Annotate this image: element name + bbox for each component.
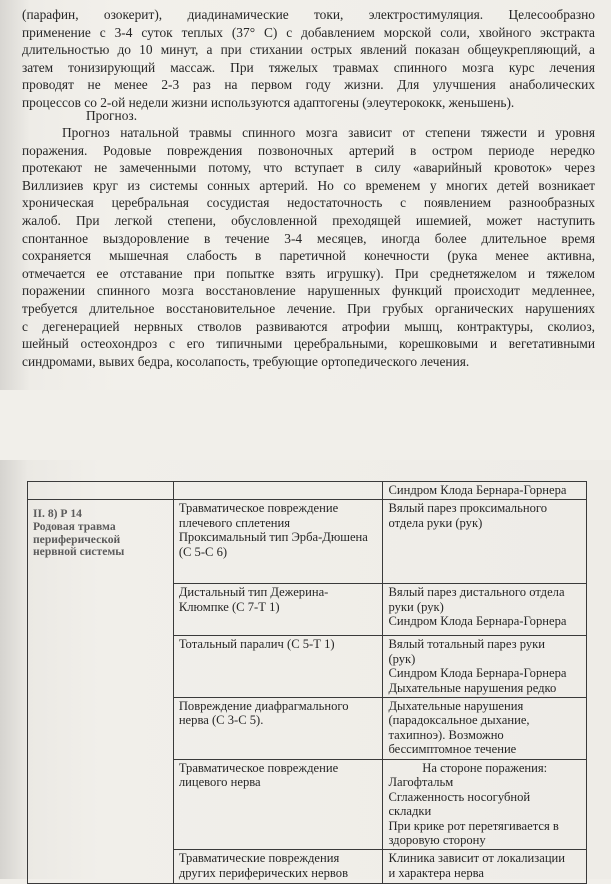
sign-text: бессимптомное течение	[388, 742, 517, 757]
sign-text: тахипноэ). Возможно	[388, 727, 504, 742]
sign-text: Дыхательные нарушения редко	[388, 680, 557, 695]
table-body	[27, 481, 587, 884]
sign-text: складки	[388, 804, 432, 819]
text-line: отмечается ее отставание при попытке взять игрушку). При среднетяжелом и тяжелом	[22, 265, 595, 281]
form-text: других периферических нервов	[178, 865, 349, 880]
sign-text: Дыхательные нарушения	[388, 699, 524, 714]
sign-text: Синдром Клода Бернара-Горнера	[388, 483, 567, 497]
form-cell	[173, 636, 383, 698]
diagnosis-name-line: Родовая травма	[33, 520, 116, 533]
table-cell	[173, 482, 383, 500]
table-cell	[383, 482, 587, 500]
form-text: Повреждение диафрагмального	[178, 699, 349, 714]
form-cell	[173, 500, 383, 584]
sign-text: Вялый тотальный парез руки	[388, 637, 545, 652]
table-row	[28, 482, 587, 500]
signs-cell	[383, 698, 587, 760]
text-line: проводят не менее 2-3 раз на первом году жизни. Для улучшения анаболических	[22, 77, 595, 93]
form-text: Проксимальный тип Эрба-Дюшена	[178, 530, 368, 545]
text-line: протекают не замеченными потому, что вступает в силу «аварийный кровоток» через	[22, 160, 595, 176]
signs-cell	[383, 500, 587, 584]
form-text: Дистальный тип Дежерина-	[178, 585, 329, 600]
text-line: применение с 3-4 суток теплых (37° С) с добавлением морской соли, хвойного экстракта	[22, 24, 595, 40]
form-text: лицевого нерва	[178, 775, 261, 790]
text-line: синдромами, вывих бедра, косолапость, требующие ортопедического лечения.	[22, 353, 470, 369]
text-line: хроническая церебральная сосудистая недостаточность с появлением разнообразных	[22, 195, 595, 211]
text-line: Виллизиев круг из системы сонных артерий. Но со временем у многих детей возникает	[22, 177, 595, 193]
form-text: Травматическое повреждение	[178, 761, 339, 776]
text-line: процессов со 2-ой недели жизни используются адаптогены (элеутерококк, женьшень).	[22, 94, 515, 110]
form-text: Клюмпке (С 7-Т 1)	[178, 599, 280, 614]
form-text: Тотальный паралич (С 5-Т 1)	[178, 637, 335, 652]
sign-text: отдела руки (рук)	[388, 515, 483, 530]
prognosis-heading: Прогноз.	[86, 108, 138, 123]
sign-text: Вялый парез дистального отдела	[388, 585, 565, 600]
form-cell	[173, 584, 383, 636]
text-line: поражении спинного мозга восстановление нарушенных функций происходит медленнее,	[22, 283, 595, 299]
sign-text: Синдром Клода Бернара-Горнера	[388, 614, 567, 629]
text-line: с дегенерацией нервных стволов развиваются атрофии мышц, контрактуры, сколиоз,	[22, 318, 595, 334]
text-line: сохраняется мышечная слабость в паретичной конечности (рука менее активна,	[22, 248, 595, 264]
table-row	[28, 500, 587, 584]
clinical-table	[27, 481, 587, 880]
text-line: затем тонизирующий массаж. При тяжелых травмах спинного мозга курс лечения	[22, 59, 595, 75]
sign-text: (парадоксальное дыхание,	[388, 713, 530, 728]
form-text: Травматическое повреждение	[178, 501, 339, 516]
text-line: требуется длительное восстановительное лечение. При грубых органических нарушениях	[22, 300, 595, 316]
sign-text: Клиника зависит от локализации	[388, 851, 566, 866]
text-line: поражения. Родовые повреждения позвоночных артерий в остром периоде нередко	[22, 142, 595, 158]
sign-text: (рук)	[388, 651, 416, 666]
sign-text: Вялый парез проксимального	[388, 501, 548, 516]
diagnosis-code: II. 8) Р 14	[33, 507, 82, 521]
text-line: шейный остеохондроз с его типичными церебральными, корешковыми и вегетативными	[22, 336, 595, 352]
text-line: Прогноз натальной травмы спинного мозга зависит от степени тяжести и уровня	[62, 125, 595, 140]
diagnosis-name-line: периферической	[33, 532, 121, 546]
form-text: нерва (С 3-С 5).	[178, 713, 264, 728]
form-cell	[173, 698, 383, 760]
signs-cell	[383, 584, 587, 636]
signs-cell	[383, 636, 587, 698]
paragraph-prognosis	[22, 124, 595, 370]
sign-text: Синдром Клода Бернара-Горнера	[388, 666, 567, 681]
diagnosis-cell	[28, 500, 174, 884]
form-level: (С 5-С 6)	[178, 544, 228, 559]
table-cell	[28, 482, 174, 500]
form-text: плечевого сплетения	[178, 515, 291, 530]
form-text: Травматические повреждения	[178, 851, 340, 866]
text-line: спонтанное выздоровление в течение 3-4 месяцев, иногда более длительное время	[22, 230, 595, 246]
form-cell	[173, 760, 383, 850]
sign-text: Лагофтальм	[388, 775, 454, 790]
text-line: жалоб. При легкой степени, обусловленной преходящей ишемией, может наступить	[22, 212, 595, 228]
sign-text: Сглаженность носогубной	[388, 789, 531, 804]
text-line: длительностью до 10 минут, а при стихании острых явлений показан общеукрепляющий, а	[22, 42, 595, 58]
sign-text: руки (рук)	[388, 599, 444, 614]
paragraph-treatment	[22, 6, 595, 112]
sign-text: здоровую сторону	[388, 833, 486, 848]
sign-text: При крике рот перетягивается в	[388, 818, 559, 833]
signs-cell	[383, 760, 587, 850]
sign-text: и характера нерва	[388, 865, 485, 880]
text-line: (парафин, озокерит), диадинамические токи, электростимуляция. Целесообразно	[22, 7, 595, 22]
diagnosis-name-line: нервной системы	[33, 545, 125, 559]
signs-heading: На стороне поражения:	[422, 761, 548, 776]
